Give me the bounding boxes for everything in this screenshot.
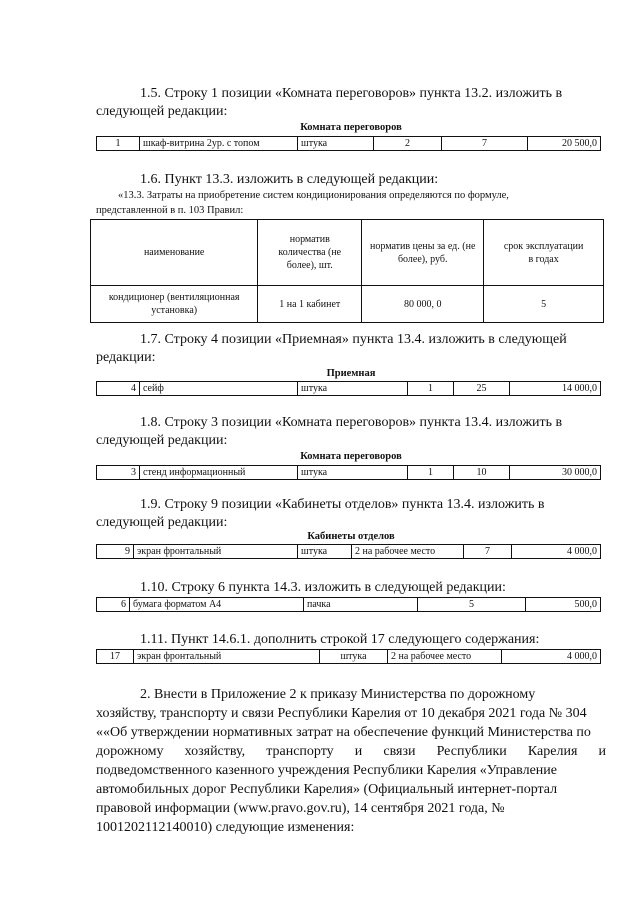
cell-quantity: 1 на 1 кабинет	[258, 286, 362, 323]
cell-number: 9	[125, 546, 130, 557]
table-caption: Комната переговоров	[300, 122, 402, 133]
table-row	[96, 597, 601, 612]
table-caption: Комната переговоров	[300, 451, 402, 462]
paragraph-1-10	[96, 579, 606, 597]
header-quantity: норматив количества (не более), шт.	[258, 220, 362, 286]
header-term: срок эксплуатации в годах	[484, 220, 604, 286]
cell-term: 25	[453, 382, 509, 395]
paragraph-line: 1.7. Строку 4 позиции «Приемная» пункта 13.4. изложить в следующей	[140, 332, 567, 347]
table-row	[96, 136, 601, 151]
paragraph-line: 1001202112140010) следующие изменения:	[96, 820, 355, 835]
cell-quantity: 1	[407, 382, 453, 395]
cell-number: 6	[121, 599, 126, 610]
paragraph-line: 1.5. Строку 1 позиции «Комната переговоров» пункта 13.2. изложить в	[140, 86, 563, 101]
paragraph-line: 1.8. Строку 3 позиции «Комната переговоров» пункта 13.4. изложить в	[140, 415, 563, 430]
table-row	[91, 286, 604, 323]
cell-name: экран фронтальный	[133, 545, 297, 558]
cell-quantity: 2 на рабочее место	[351, 545, 463, 558]
paragraph-line: 1.10. Строку 6 пункта 14.3. изложить в следующей редакции:	[140, 580, 506, 595]
cell-price: 80 000, 0	[362, 286, 484, 323]
cell-name: бумага форматом А4	[129, 598, 303, 611]
conditioning-table	[90, 219, 604, 323]
paragraph-1-6	[96, 171, 606, 189]
cell-number: 17	[110, 651, 120, 662]
paragraph-line: следующей редакции:	[96, 104, 228, 119]
cell-price: 4 000,0	[501, 650, 600, 663]
table-row	[96, 465, 601, 480]
cell-price: 4 000,0	[511, 545, 600, 558]
cell-name: экран фронтальный	[133, 650, 319, 663]
paragraph-line: редакции:	[96, 350, 156, 365]
cell-term: 7	[463, 545, 511, 558]
cell-name: кондиционер (вентиляционная установка)	[91, 286, 258, 323]
cell-unit: штука	[297, 137, 373, 150]
paragraph-line: хозяйству, транспорту и связи Республики Карелия от 10 декабря 2021 года № 304	[96, 706, 587, 721]
table-row	[96, 649, 601, 664]
cell-name: стенд информационный	[139, 466, 297, 479]
table-caption: Кабинеты отделов	[307, 531, 395, 542]
table-caption: Приемная	[326, 368, 376, 379]
cell-quantity: 1	[407, 466, 453, 479]
quote-13-3	[96, 188, 606, 218]
header-name: наименование	[91, 220, 258, 286]
cell-price: 20 500,0	[527, 137, 600, 150]
cell-unit: штука	[297, 382, 407, 395]
cell-unit: штука	[297, 466, 407, 479]
quote-line: представленной в п. 103 Правил:	[96, 205, 244, 216]
paragraph-1-8	[96, 414, 606, 450]
paragraph-line: 1.11. Пункт 14.6.1. дополнить строкой 17 следующего содержания:	[140, 632, 540, 647]
paragraph-line: следующей редакции:	[96, 515, 228, 530]
header-price: норматив цены за ед. (не более), руб.	[362, 220, 484, 286]
paragraph-1-7	[96, 331, 606, 367]
cell-name: шкаф-витрина 2ур. с топом	[139, 137, 297, 150]
cell-number: 1	[115, 138, 121, 149]
cell-unit: штука	[319, 650, 387, 663]
paragraph-line: следующей редакции:	[96, 433, 228, 448]
cell-term: 5	[484, 286, 604, 323]
table-header-row	[91, 220, 604, 286]
cell-price: 500,0	[525, 598, 600, 611]
cell-unit: пачка	[303, 598, 417, 611]
paragraph-line: 2. Внести в Приложение 2 к приказу Министерства по дорожному	[140, 687, 536, 702]
paragraph-line: дорожному хозяйству, транспорту и связи Республики Карелия и	[96, 744, 606, 759]
table-row	[96, 381, 601, 396]
paragraph-line: 1.9. Строку 9 позиции «Кабинеты отделов» пункта 13.4. изложить в	[140, 497, 545, 512]
cell-number: 4	[131, 383, 136, 394]
cell-price: 14 000,0	[509, 382, 600, 395]
paragraph-line: подведомственного казенного учреждения Республики Карелия «Управление	[96, 763, 557, 778]
cell-name: сейф	[139, 382, 297, 395]
paragraph-2	[96, 685, 606, 837]
cell-price: 30 000,0	[509, 466, 600, 479]
paragraph-1-9	[96, 496, 606, 532]
paragraph-1-5	[96, 85, 606, 121]
cell-term: 10	[453, 466, 509, 479]
paragraph-1-11	[96, 631, 606, 649]
cell-unit: штука	[297, 545, 351, 558]
paragraph-line: автомобильных дорог Республики Карелия» (Официальный интернет-портал	[96, 782, 558, 797]
cell-quantity: 2	[373, 137, 441, 150]
paragraph-line: правовой информации (www.pravo.gov.ru), 14 сентября 2021 года, №	[96, 801, 505, 816]
quote-line: «13.3. Затраты на приобретение систем кондиционирования определяются по формуле,	[118, 190, 509, 201]
paragraph-line: ««Об утверждении нормативных затрат на обеспечение функций Министерства по	[96, 725, 591, 740]
cell-quantity: 5	[417, 598, 525, 611]
cell-term: 7	[441, 137, 527, 150]
cell-quantity: 2 на рабочее место	[387, 650, 501, 663]
paragraph-line: 1.6. Пункт 13.3. изложить в следующей редакции:	[140, 172, 439, 187]
table-row	[96, 544, 601, 559]
cell-number: 3	[131, 467, 136, 478]
